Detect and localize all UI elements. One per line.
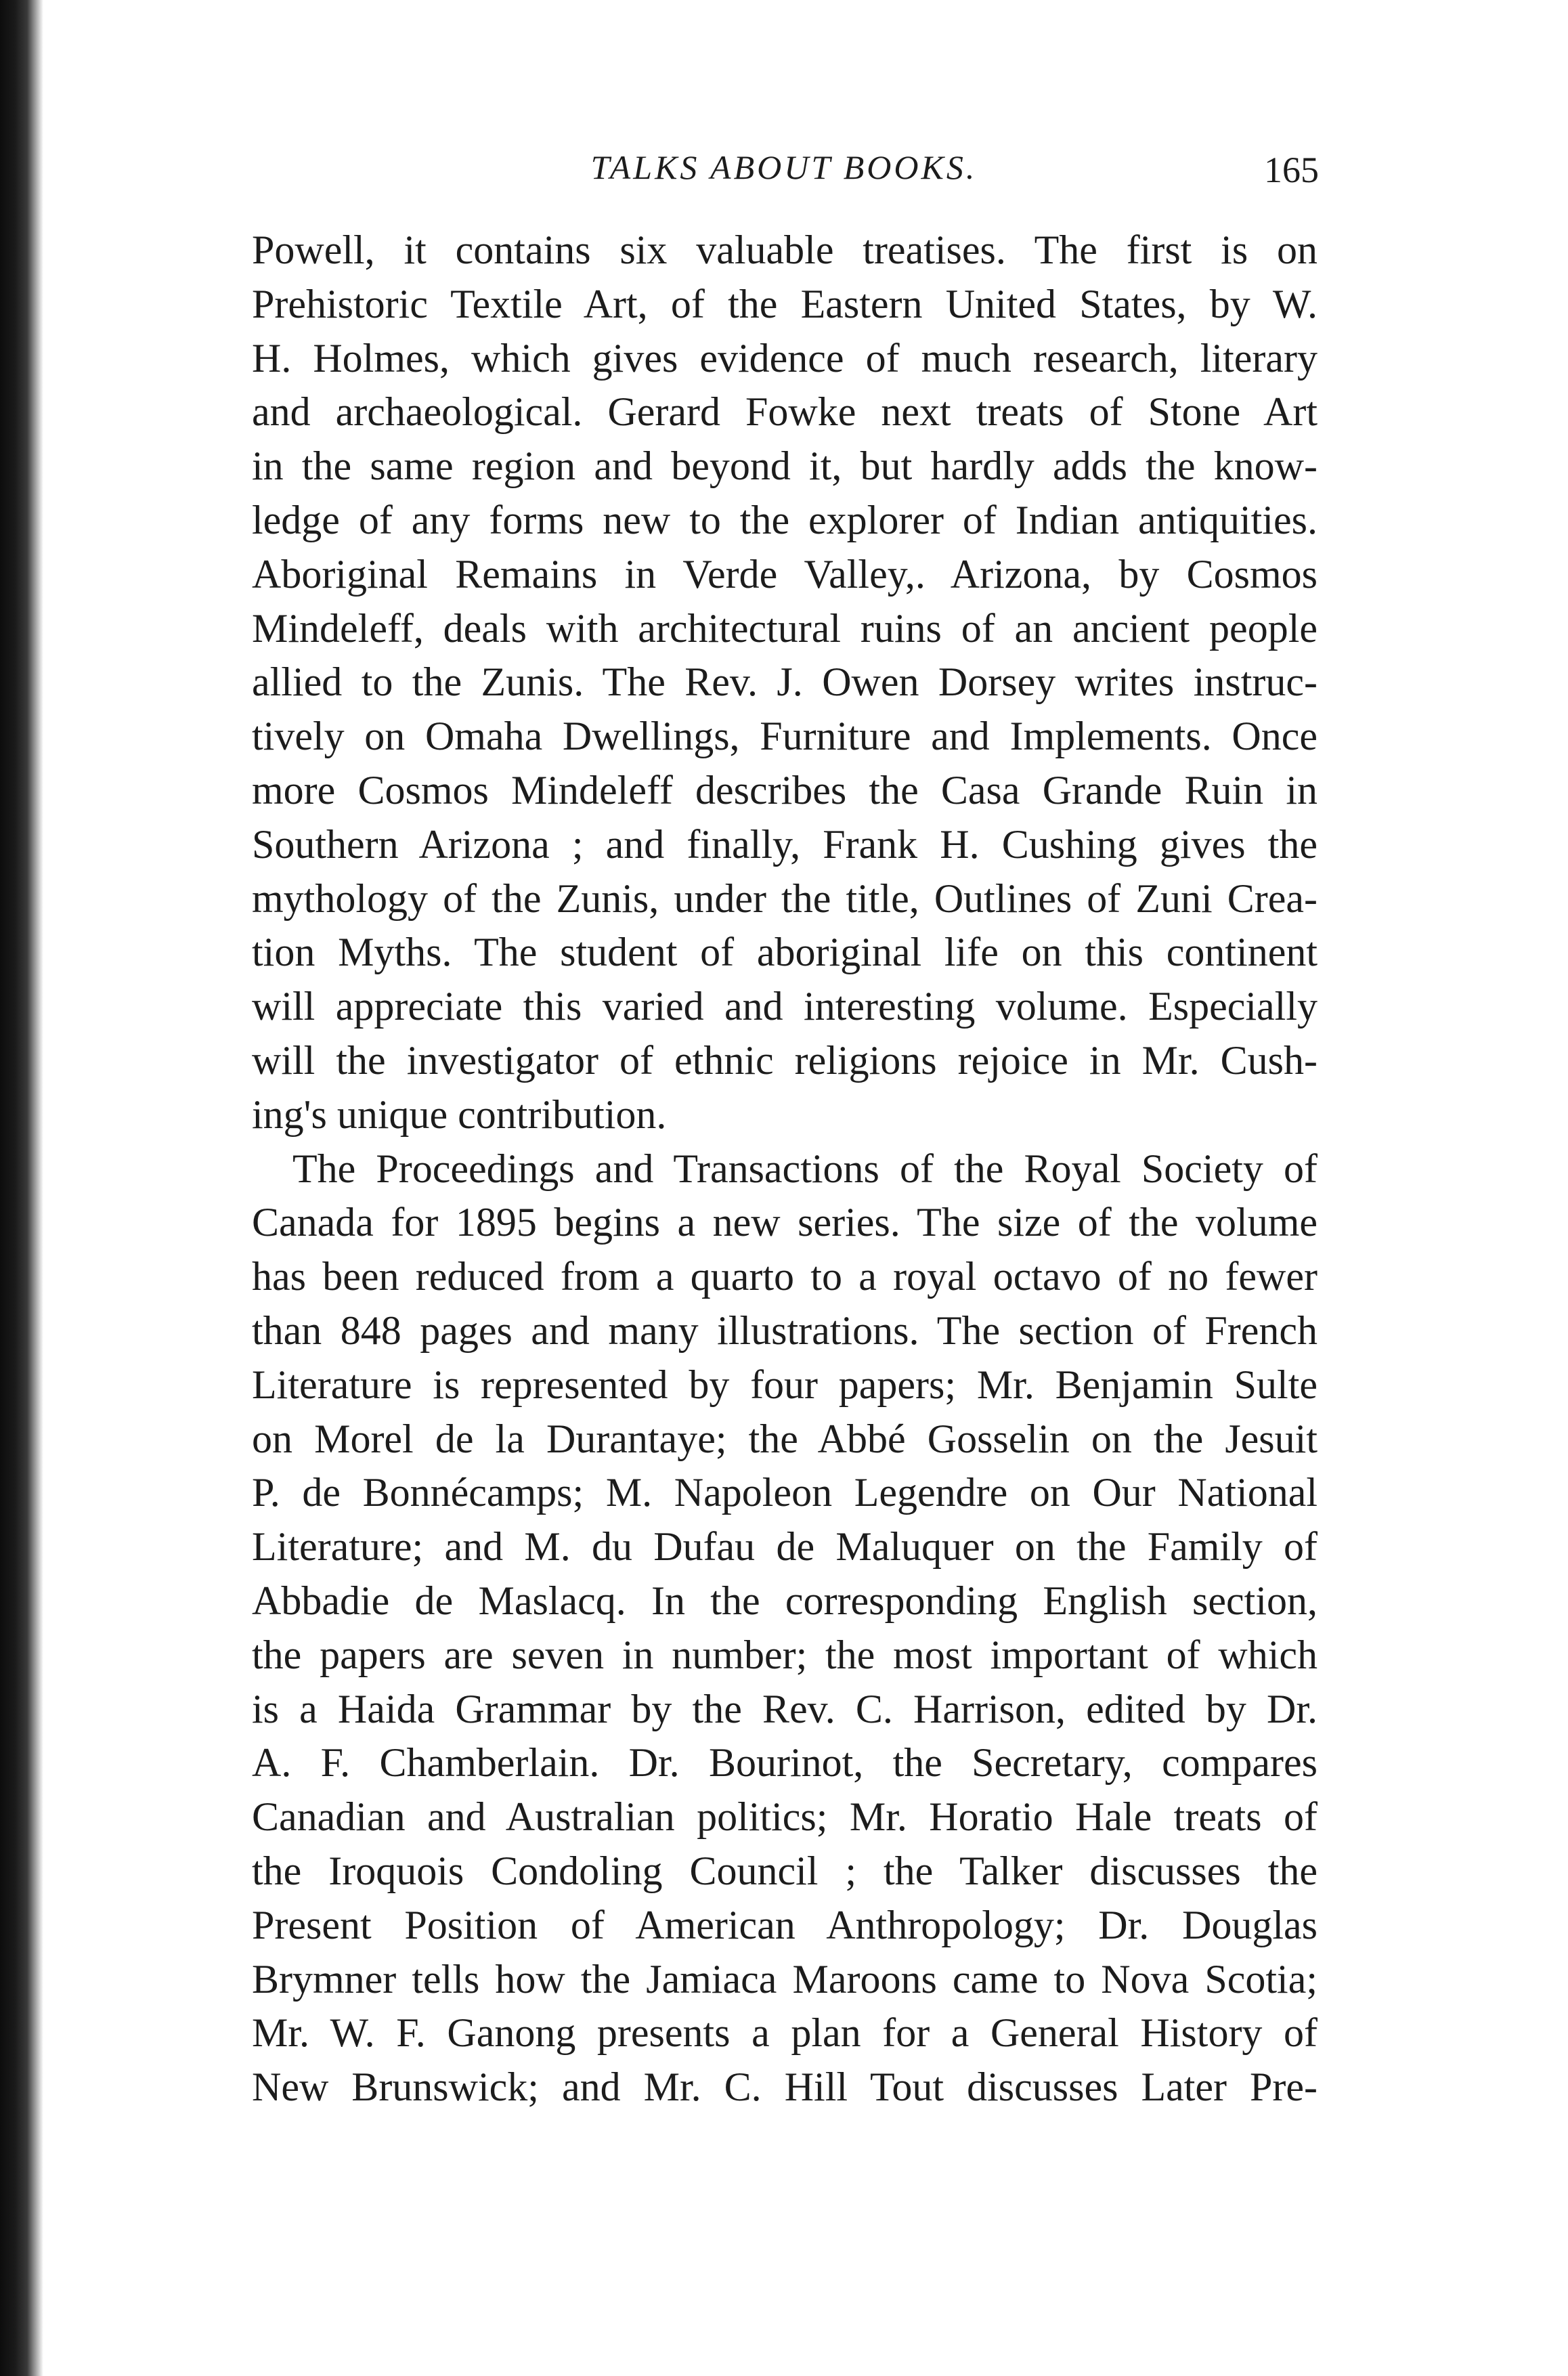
text-line: Southern Arizona ; and finally, Frank H. Cushing gives the — [252, 821, 1317, 867]
text-line: will appreciate this varied and interesting volume. Especially — [252, 984, 1317, 1029]
text-line: the Iroquois Condoling Council ; the Talker discusses the — [252, 1848, 1317, 1893]
text-line: Aboriginal Remains in Verde Valley,. Arizona, by Cosmos — [252, 551, 1317, 597]
text-line: Brymner tells how the Jamiaca Maroons came to Nova Scotia; — [252, 1956, 1317, 2002]
page-number: 165 — [1264, 150, 1319, 190]
text-line: tion Myths. The student of aboriginal life on this continent — [252, 930, 1317, 975]
text-line: ing's unique contribution. — [252, 1092, 667, 1137]
text-line: Canadian and Australian politics; Mr. Horatio Hale treats of — [252, 1794, 1317, 1840]
body-text — [252, 223, 1317, 2115]
book-binding-edge — [0, 0, 43, 2376]
text-line: Mr. W. F. Ganong presents a plan for a General History of — [252, 2010, 1317, 2056]
text-line: has been reduced from a quarto to a royal octavo of no fewer — [252, 1254, 1317, 1299]
text-line: is a Haida Grammar by the Rev. C. Harrison, edited by Dr. — [252, 1686, 1317, 1731]
text-line: Powell, it contains six valuable treatises. The first is on — [252, 228, 1317, 272]
text-line: Prehistoric Textile Art, of the Eastern United States, by W. — [252, 281, 1317, 326]
text-line: Mindeleff, deals with architectural ruins of an ancient people — [252, 605, 1317, 651]
text-line: A. F. Chamberlain. Dr. Bourinot, the Secretary, compares — [252, 1740, 1317, 1786]
text-line: in the same region and beyond it, but hardly adds the know- — [252, 444, 1317, 489]
text-line: P. de Bonnécamps; M. Napoleon Legendre on Our National — [252, 1470, 1317, 1515]
text-line: Literature; and M. du Dufau de Maluquer on the Family of — [252, 1524, 1317, 1570]
text-line: will the investigator of ethnic religions rejoice in Mr. Cush- — [252, 1037, 1317, 1083]
text-line: The Proceedings and Transactions of the Royal Society of — [292, 1146, 1317, 1191]
text-line: than 848 pages and many illustrations. The section of French — [252, 1308, 1317, 1353]
text-line: more Cosmos Mindeleff describes the Casa Grande Ruin in — [252, 767, 1317, 813]
text-line: tively on Omaha Dwellings, Furniture and Implements. Once — [252, 714, 1317, 759]
text-line: ledge of any forms new to the explorer of Indian antiquities. — [252, 497, 1317, 542]
running-title: TALKS ABOUT BOOKS. — [590, 148, 978, 186]
paragraph — [252, 223, 1317, 1142]
text-line: H. Holmes, which gives evidence of much research, literary — [252, 335, 1317, 381]
text-line: allied to the Zunis. The Rev. J. Owen Dorsey writes instruc- — [252, 660, 1317, 705]
text-line: Abbadie de Maslacq. In the corresponding English section, — [252, 1578, 1317, 1623]
paragraph — [252, 1142, 1317, 2115]
text-line: New Brunswick; and Mr. C. Hill Tout discusses Later Pre- — [252, 2065, 1317, 2110]
text-line: Literature is represented by four papers; Mr. Benjamin Sulte — [252, 1362, 1317, 1407]
text-line: Present Position of American Anthropology; Dr. Douglas — [252, 1902, 1317, 1947]
text-line: on Morel de la Durantaye; the Abbé Gosselin on the Jesuit — [252, 1416, 1317, 1461]
text-line: Canada for 1895 begins a new series. The size of the volume — [252, 1200, 1317, 1245]
running-head — [249, 144, 1319, 191]
text-line: and archaeological. Gerard Fowke next treats of Stone Art — [252, 389, 1317, 435]
text-line: mythology of the Zunis, under the title, Outlines of Zuni Crea- — [252, 876, 1317, 921]
text-line: the papers are seven in number; the most important of which — [252, 1632, 1317, 1677]
